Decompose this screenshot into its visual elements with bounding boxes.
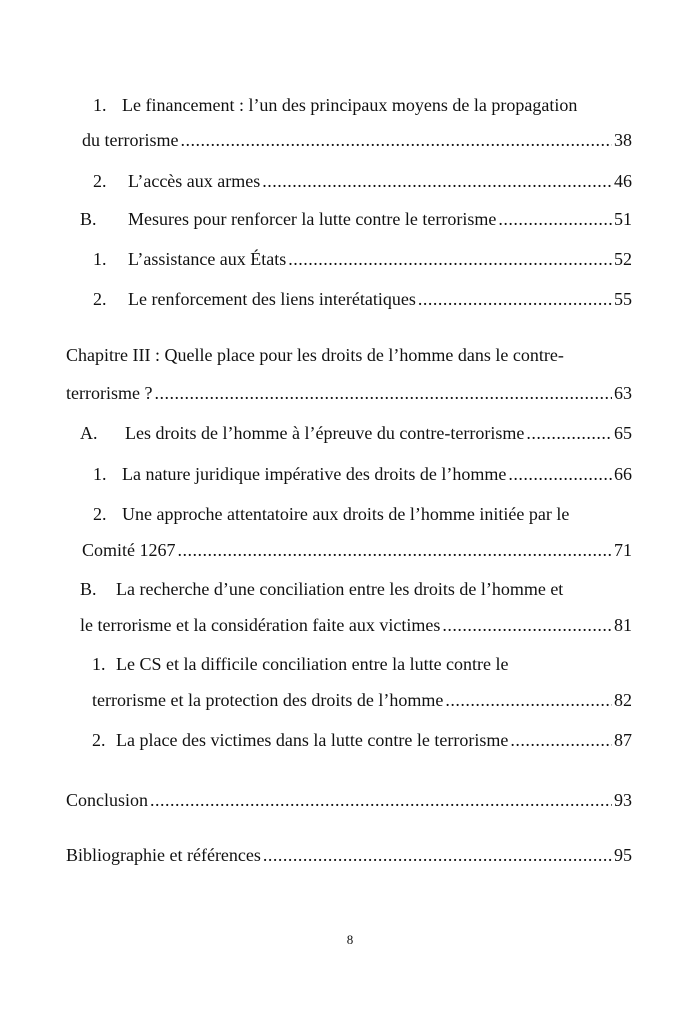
toc-entry-text: La place des victimes dans la lutte contre le terrorisme [116,730,509,750]
toc-page-number: 51 [614,209,632,229]
dot-leader [154,381,612,405]
dot-leader [178,538,613,562]
dot-leader [442,613,612,637]
toc-number: B. [80,209,97,229]
toc-number: 1. [93,464,107,484]
toc-number: 2. [93,504,107,524]
toc-number: 1. [93,95,107,115]
toc-entry[interactable] [92,688,632,712]
toc-page-number: 95 [614,845,632,865]
toc-entry-text: L’accès aux armes [128,171,261,191]
toc-page-number: 81 [614,615,632,635]
dot-leader [263,843,612,867]
toc-entry-text: terrorisme et la protection des droits de l’homme [92,690,444,710]
dot-leader [508,462,612,486]
toc-page-number: 87 [614,730,632,750]
toc-entry[interactable] [125,421,632,445]
toc-page-number: 63 [614,383,632,403]
dot-leader [262,169,612,193]
toc-number: 2. [93,289,107,309]
toc-entry-text: le terrorisme et la considération faite aux victimes [80,615,441,635]
toc-entry-text: La nature juridique impérative des droits de l’homme [122,464,507,484]
toc-entry[interactable] [116,728,632,752]
toc-entry-text: du terrorisme [82,130,179,150]
toc-entry[interactable] [82,128,632,152]
toc-number: 1. [93,249,107,269]
dot-leader [526,421,612,445]
toc-entry-text: Le renforcement des liens interétatiques [128,289,416,309]
dot-leader [510,728,612,752]
page-number: 8 [346,932,354,947]
toc-entry-text: Conclusion [66,790,149,810]
toc-page-number: 93 [614,790,632,810]
dot-leader [150,788,612,812]
toc-entry-text: Comité 1267 [82,540,176,560]
toc-number: 2. [92,730,106,750]
toc-entry[interactable] [128,207,632,231]
toc-chapter-text: Chapitre III : Quelle place pour les droits de l’homme dans le contre- [66,345,564,365]
toc-page-number: 38 [614,130,632,150]
toc-entry[interactable] [128,169,632,193]
toc-entry-text: L’assistance aux États [128,249,287,269]
toc-entry[interactable] [66,381,632,405]
toc-page-number: 66 [614,464,632,484]
toc-entry-text: terrorisme ? [66,383,153,403]
toc-page-number: 82 [614,690,632,710]
toc-page-number: 52 [614,249,632,269]
toc-number: B. [80,579,97,599]
toc-entry[interactable] [122,462,632,486]
toc-entry-conclusion[interactable] [66,788,632,812]
toc-entry[interactable] [128,287,632,311]
dot-leader [180,128,612,152]
dot-leader [288,247,612,271]
toc-entry-text: Le financement : l’un des principaux moyens de la propagation [122,95,578,115]
toc-entry-text: Les droits de l’homme à l’épreuve du contre-terrorisme [125,423,525,443]
toc-page-number: 71 [614,540,632,560]
toc-number: 1. [92,654,106,674]
toc-number: 2. [93,171,107,191]
toc-entry-text: Mesures pour renforcer la lutte contre le terrorisme [128,209,497,229]
toc-entry[interactable] [80,613,632,637]
toc-number: A. [80,423,98,443]
toc-page-number: 55 [614,289,632,309]
toc-page-number: 46 [614,171,632,191]
toc-entry[interactable] [128,247,632,271]
dot-leader [445,688,612,712]
toc-entry-text: Le CS et la difficile conciliation entre la lutte contre le [116,654,509,674]
toc-entry-text: Bibliographie et références [66,845,261,865]
toc-entry-text: La recherche d’une conciliation entre les droits de l’homme et [116,579,564,599]
toc-page-number: 65 [614,423,632,443]
toc-entry[interactable] [82,538,632,562]
toc-entry-text: Une approche attentatoire aux droits de l’homme initiée par le [122,504,570,524]
dot-leader [498,207,612,231]
dot-leader [418,287,612,311]
toc-entry-bibliography[interactable] [66,843,632,867]
